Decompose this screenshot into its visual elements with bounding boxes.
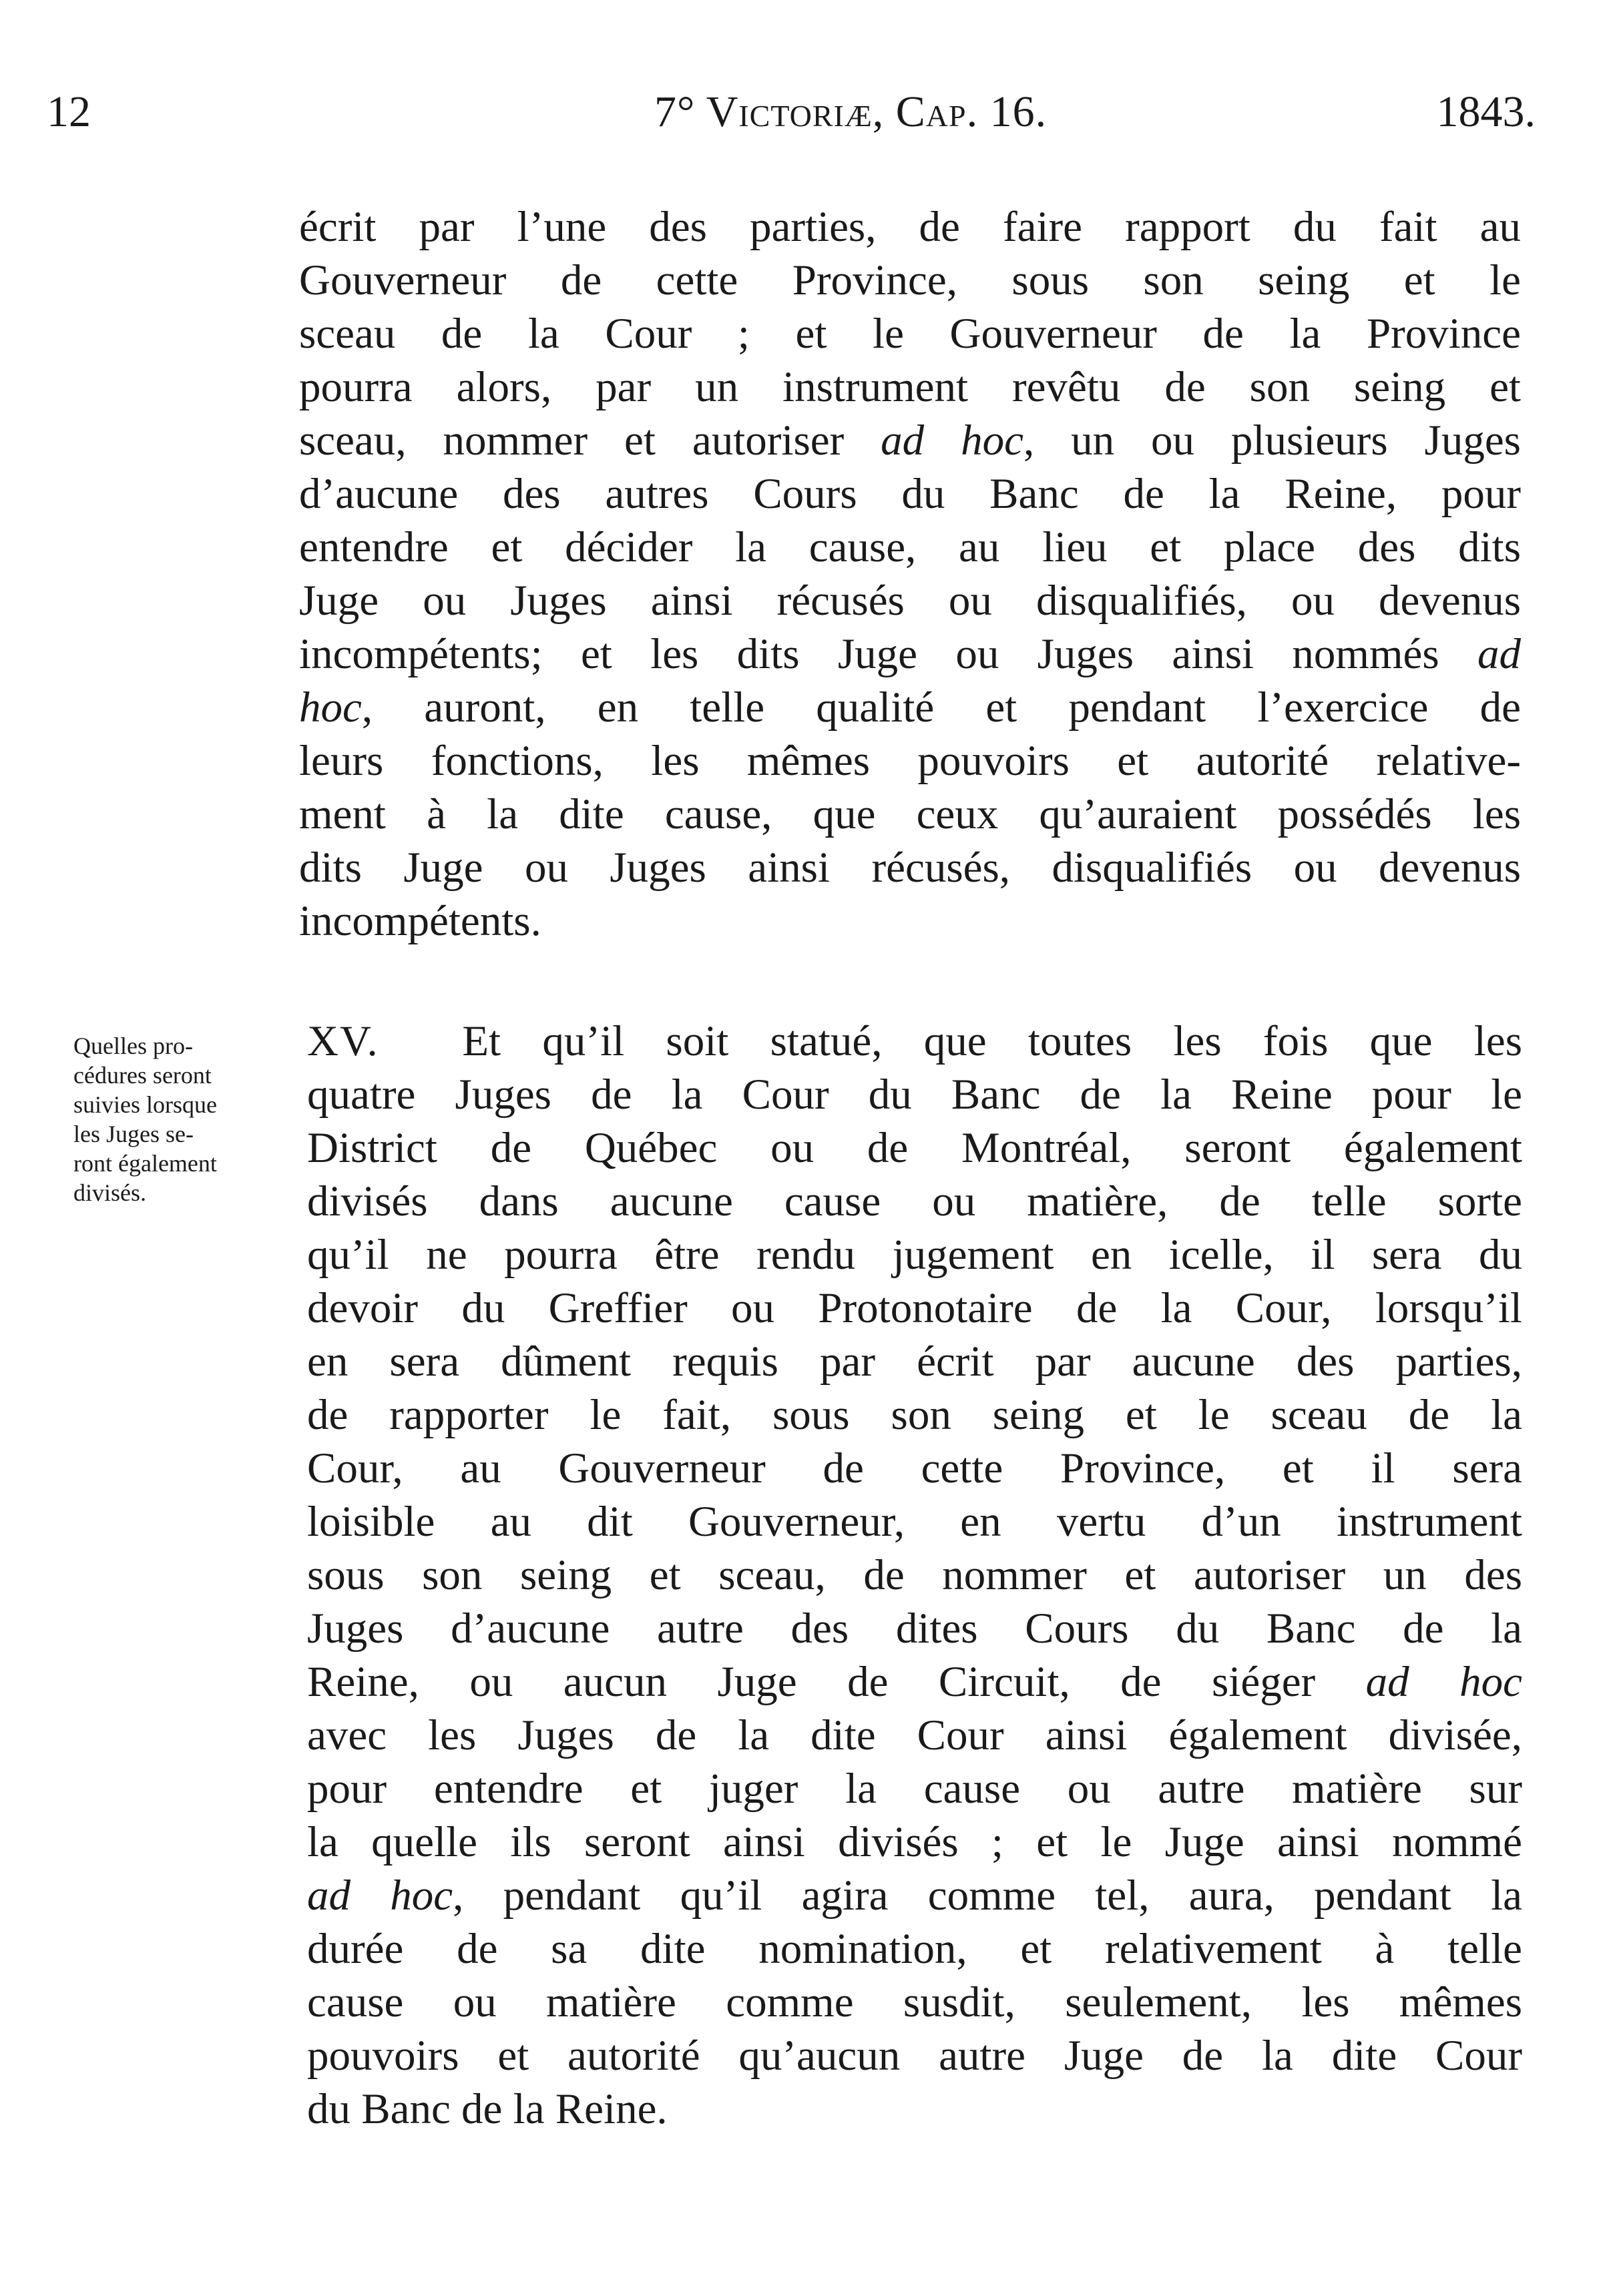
section-xv	[307, 1015, 1522, 2136]
text-line: pourra alors, par un instrument revêtu de son seing et	[299, 363, 1521, 411]
text-line: la quelle ils seront ainsi divisés ; et le Juge ainsi nommé	[307, 1818, 1522, 1866]
text-line: pour entendre et juger la cause ou autre matière sur	[307, 1765, 1522, 1813]
text-line: sous son seing et sceau, de nommer et autoriser un des	[307, 1551, 1522, 1599]
text-line: ad hoc, pendant qu’il agira comme tel, aura, pendant la	[307, 1872, 1522, 1920]
text-line: pouvoirs et autorité qu’aucun autre Juge de la dite Cour	[307, 2032, 1522, 2080]
text-line: écrit par l’une des parties, de faire rapport du fait au	[299, 203, 1521, 251]
marginal-note-line: divisés.	[73, 1179, 147, 1206]
text-line: dits Juge ou Juges ainsi récusés, disqualifiés ou devenus	[299, 844, 1521, 892]
marginal-note-line: ront également	[73, 1150, 217, 1177]
text-line: leurs fonctions, les mêmes pouvoirs et autorité relative-	[299, 737, 1521, 785]
text-line: Reine, ou aucun Juge de Circuit, de siéger ad hoc	[307, 1658, 1522, 1706]
running-head	[47, 85, 1536, 139]
text-line: loisible au dit Gouverneur, en vertu d’un instrument	[307, 1498, 1522, 1546]
statute-title: 7° Victoriæ, Cap. 16.	[654, 87, 1048, 136]
text-line: sceau, nommer et autoriser ad hoc, un ou plusieurs Juges	[299, 416, 1521, 465]
text-line: District de Québec ou de Montréal, seront également	[307, 1124, 1522, 1172]
marginal-note-line: cédures seront	[73, 1062, 212, 1089]
continuation-paragraph	[299, 200, 1521, 948]
text-line: avec les Juges de la dite Cour ainsi également divisée,	[307, 1711, 1522, 1759]
section-number: XV.	[307, 1017, 379, 1065]
text-line: quatre Juges de la Cour du Banc de la Reine pour le	[307, 1071, 1522, 1119]
text-line: cause ou matière comme susdit, seulement, les mêmes	[307, 1978, 1522, 2026]
text-line: hoc, auront, en telle qualité et pendant l’exercice de	[299, 683, 1521, 732]
text-line	[307, 1015, 1522, 1068]
text-line: Cour, au Gouverneur de cette Province, et il sera	[307, 1444, 1522, 1492]
text-line: devoir du Greffier ou Protonotaire de la Cour, lorsqu’il	[307, 1284, 1522, 1332]
text-line: entendre et décider la cause, au lieu et place des dits	[299, 523, 1521, 571]
page-number: 12	[47, 87, 91, 136]
text-line: d’aucune des autres Cours du Banc de la Reine, pour	[299, 470, 1521, 518]
text-line: incompétents; et les dits Juge ou Juges ainsi nommés ad	[299, 630, 1521, 678]
marginal-note-line: Quelles pro-	[73, 1033, 193, 1059]
text-line: ment à la dite cause, que ceux qu’auraient possédés les	[299, 790, 1521, 838]
text-line: de rapporter le fait, sous son seing et le sceau de la	[307, 1391, 1522, 1439]
statute-year: 1843.	[1436, 87, 1536, 136]
text-line: sceau de la Cour ; et le Gouverneur de la Province	[299, 310, 1521, 358]
text-line: incompétents.	[299, 897, 541, 945]
section-first-line: Et qu’il soit statué, que toutes les fois que les	[462, 1017, 1522, 1065]
marginal-note-line: les Juges se-	[73, 1121, 194, 1147]
marginal-note-line: suivies lorsque	[73, 1091, 217, 1118]
text-line: Gouverneur de cette Province, sous son seing et le	[299, 256, 1521, 304]
text-line: qu’il ne pourra être rendu jugement en icelle, il sera du	[307, 1231, 1522, 1279]
text-line: en sera dûment requis par écrit par aucune des parties,	[307, 1338, 1522, 1386]
text-line: Juges d’aucune autre des dites Cours du Banc de la	[307, 1605, 1522, 1653]
marginal-note	[73, 1031, 300, 1207]
text-line: du Banc de la Reine.	[307, 2085, 668, 2133]
text-line: durée de sa dite nomination, et relativement à telle	[307, 1925, 1522, 1973]
text-line: Juge ou Juges ainsi récusés ou disqualifiés, ou devenus	[299, 577, 1521, 625]
text-line: divisés dans aucune cause ou matière, de telle sorte	[307, 1177, 1522, 1225]
